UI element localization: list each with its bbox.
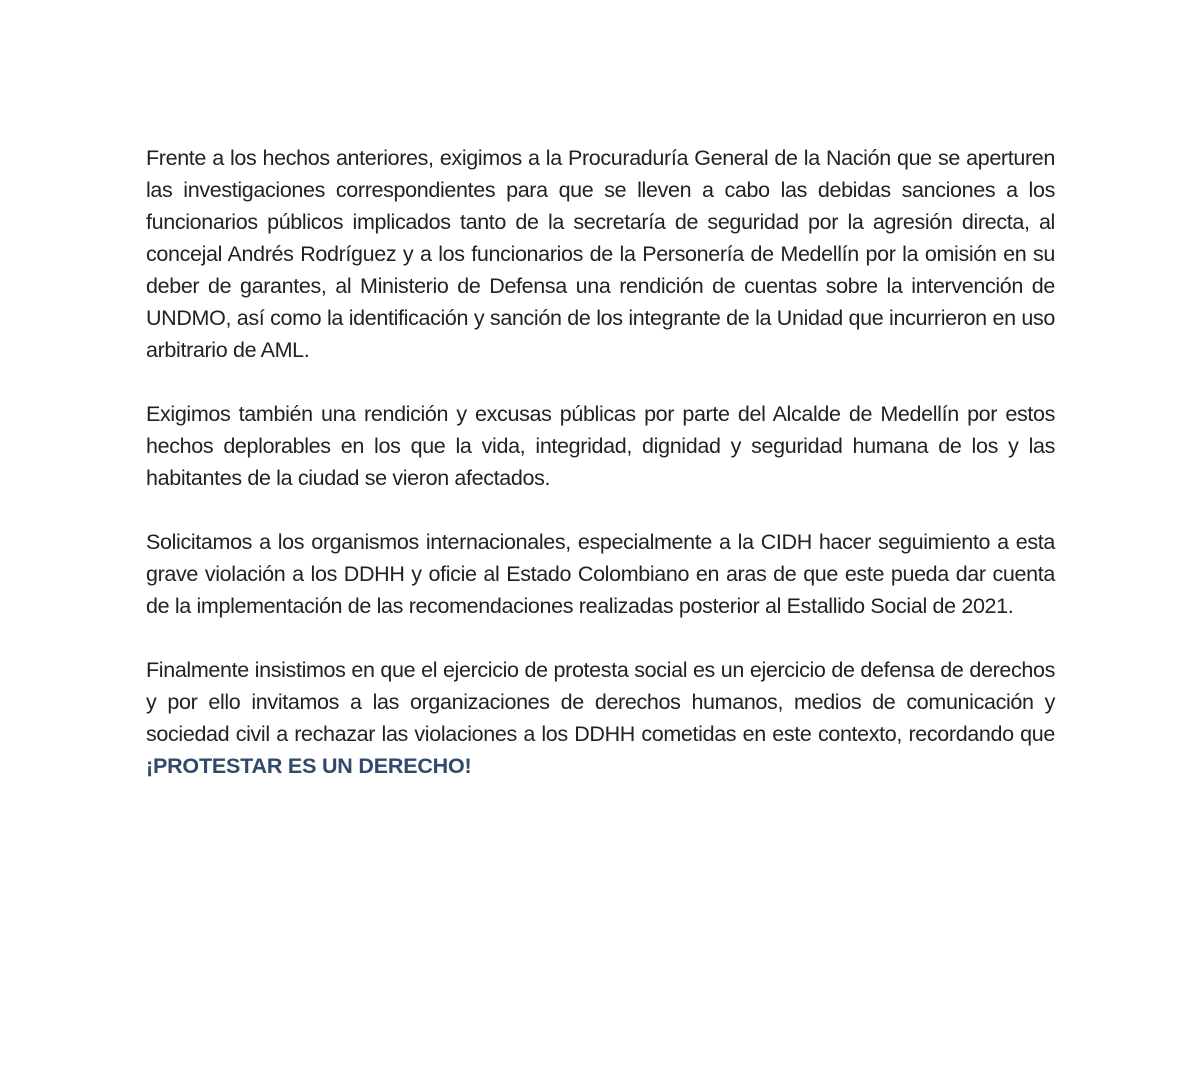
paragraph-demand-procuraduria: Frente a los hechos anteriores, exigimos a la Procuraduría General de la Nación que se aperturen las investigaciones correspondientes para que se lleven a cabo las debidas sanciones a los funcionarios públicos implicados tanto de la secretaría de seguridad por la agresión directa, al concejal Andrés Rodríguez y a los funcionarios de la Personería de Medellín por la omisión en su deber de garantes, al Ministerio de Defensa una rendición de cuentas sobre la intervención de UNDMO, así como la identificación y sanción de los integrante de la Unidad que incurrieron en uso arbitrario de AML. xyxy=(146,146,1055,362)
paragraph-demand-alcalde: Exigimos también una rendición y excusas públicas por parte del Alcalde de Medellín por estos hechos deplorables en los que la vida, integridad, dignidad y seguridad humana de los y las habitantes de la ciudad se vieron afectados. xyxy=(146,402,1055,490)
document-body xyxy=(146,142,1055,814)
protest-slogan: ¡PROTESTAR ES UN DERECHO! xyxy=(146,754,472,778)
final-paragraph-text: Finalmente insistimos en que el ejercicio de protesta social es un ejercicio de defensa de derechos y por ello invitamos a las organizaciones de derechos humanos, medios de comunicación y sociedad civil a rechazar las violaciones a los DDHH cometidas en este contexto, recordando que xyxy=(146,658,1055,746)
paragraph-final xyxy=(146,654,1055,782)
paragraph-request-cidh: Solicitamos a los organismos internacionales, especialmente a la CIDH hacer seguimiento a esta grave violación a los DDHH y oficie al Estado Colombiano en aras de que este pueda dar cuenta de la implementación de las recomendaciones realizadas posterior al Estallido Social de 2021. xyxy=(146,530,1055,618)
